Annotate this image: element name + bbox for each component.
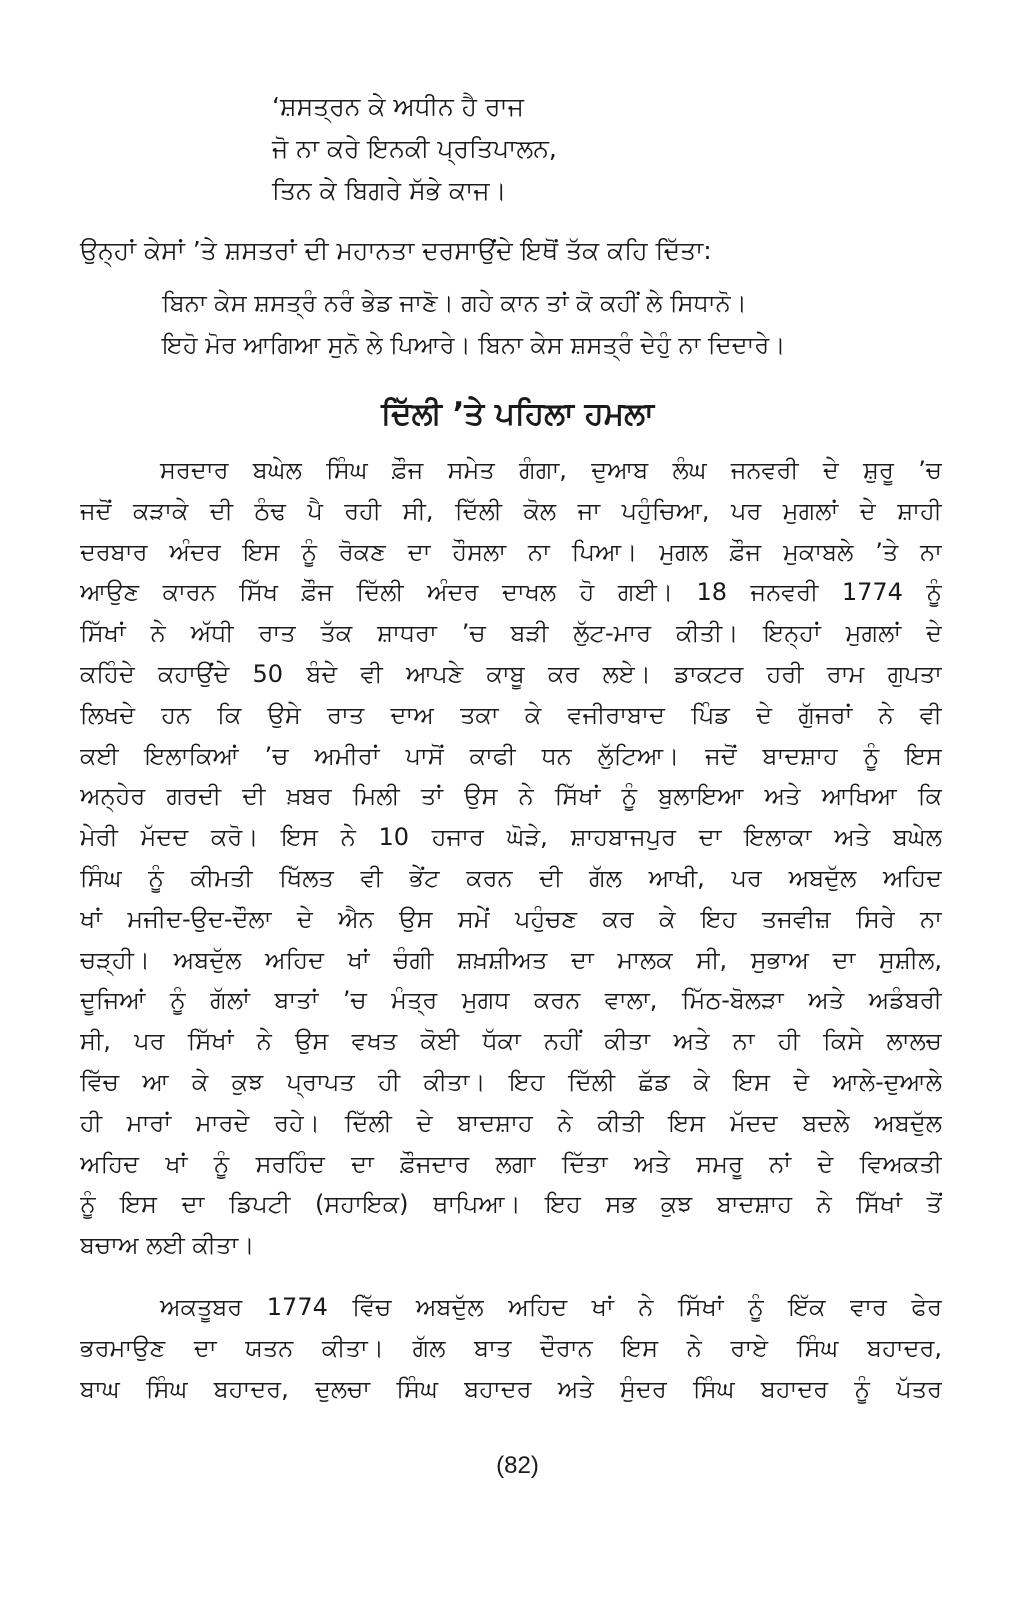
verse-line: ‘ਸ਼ਸਤ੍ਰਨ ਕੇ ਅਧੀਨ ਹੈ ਰਾਜ: [272, 92, 524, 121]
paragraph-line: ਕਈ ਇਲਾਕਿਆਂ ’ਚ ਅਮੀਰਾਂ ਪਾਸੋਂ ਕਾਫੀ ਧਨ ਲੁੱਟਿਆ। ਜਦੋਂ ਬਾਦਸ਼ਾਹ ਨੂੰ ਇਸ: [80, 741, 942, 770]
verse-line: ਬਿਨਾ ਕੇਸ ਸ਼ਸਤ੍ਰੰ ਨਰੰ ਭੇਡ ਜਾਣੋ। ਗਹੇ ਕਾਨ ਤਾਂ ਕੋ ਕਹੀਂ ਲੇ ਸਿਧਾਨੋ।: [162, 289, 747, 317]
paragraph-line: ਜਦੋਂ ਕੜਾਕੇ ਦੀ ਠੰਢ ਪੈ ਰਹੀ ਸੀ, ਦਿੱਲੀ ਕੋਲ ਜਾ ਪਹੁੰਚਿਆ, ਪਰ ਮੁਗਲਾਂ ਦੇ ਸ਼ਾਹੀ: [80, 496, 942, 525]
paragraph-line: ਅਨ੍ਹੇਰ ਗਰਦੀ ਦੀ ਖ਼ਬਰ ਮਿਲੀ ਤਾਂ ਉਸ ਨੇ ਸਿੱਖਾਂ ਨੂੰ ਬੁਲਾਇਆ ਅਤੇ ਆਖਿਆ ਕਿ: [80, 782, 942, 811]
verse-line: ਇਹੋ ਮੋਰ ਆਗਿਆ ਸੁਨੋ ਲੇ ਪਿਆਰੇ। ਬਿਨਾ ਕੇਸ ਸ਼ਸਤ੍ਰੰ ਦੇਹੁੰ ਨਾ ਦਿਦਾਰੇ।: [162, 331, 786, 359]
paragraph-line: ਬਚਾਅ ਲਈ ਕੀਤਾ।: [80, 1231, 255, 1260]
paragraph-line: ਸਿੰਘ ਨੂੰ ਕੀਮਤੀ ਖਿੱਲਤ ਵੀ ਭੇਂਟ ਕਰਨ ਦੀ ਗੱਲ ਆਖੀ, ਪਰ ਅਬਦੁੱਲ ਅਹਿਦ: [80, 863, 942, 892]
paragraph-2: [80, 1287, 942, 1409]
paragraph-line: ਸੀ, ਪਰ ਸਿੱਖਾਂ ਨੇ ਉਸ ਵਖਤ ਕੋਈ ਧੱਕਾ ਨਹੀਂ ਕੀਤਾ ਅਤੇ ਨਾ ਹੀ ਕਿਸੇ ਲਾਲਚ: [80, 1027, 942, 1056]
verse-line: ਜੋ ਨਾ ਕਰੇ ਇਨਕੀ ਪ੍ਰਤਿਪਾਲਨ,: [272, 134, 557, 163]
paragraph-line: ਖਾਂ ਮਜੀਦ-ਉਦ-ਦੌਲਾ ਦੇ ਐਨ ਉਸ ਸਮੇਂ ਪਹੁੰਚਣ ਕਰ ਕੇ ਇਹ ਤਜਵੀਜ਼ ਸਿਰੇ ਨਾ: [80, 904, 942, 933]
paragraph-line: ਹੀ ਮਾਰਾਂ ਮਾਰਦੇ ਰਹੇ। ਦਿੱਲੀ ਦੇ ਬਾਦਸ਼ਾਹ ਨੇ ਕੀਤੀ ਇਸ ਮੱਦਦ ਬਦਲੇ ਅਬਦੁੱਲ: [80, 1108, 942, 1137]
verse-block-2: [162, 282, 962, 366]
page-number: (82): [496, 1452, 539, 1479]
paragraph-line: ਵਿੱਚ ਆ ਕੇ ਕੁਝ ਪ੍ਰਾਪਤ ਹੀ ਕੀਤਾ। ਇਹ ਦਿੱਲੀ ਛੱਡ ਕੇ ਇਸ ਦੇ ਆਲੇ-ਦੁਆਲੇ: [80, 1067, 942, 1096]
section-heading: ਦਿੱਲੀ ’ਤੇ ਪਹਿਲਾ ਹਮਲਾ: [381, 396, 654, 432]
paragraph-line: ਆਉਣ ਕਾਰਨ ਸਿੱਖ ਫ਼ੌਜ ਦਿੱਲੀ ਅੰਦਰ ਦਾਖਲ ਹੋ ਗਈ। 18 ਜਨਵਰੀ 1774 ਨੂੰ: [80, 578, 942, 607]
paragraph-line: ਕਹਿੰਦੇ ਕਹਾਉਂਦੇ 50 ਬੰਦੇ ਵੀ ਆਪਣੇ ਕਾਬੂ ਕਰ ਲਏ। ਡਾਕਟਰ ਹਰੀ ਰਾਮ ਗੁਪਤਾ: [80, 659, 942, 688]
paragraph-line: ਲਿਖਦੇ ਹਨ ਕਿ ਉਸੇ ਰਾਤ ਦਾਅ ਤਕਾ ਕੇ ਵਜੀਰਾਬਾਦ ਪਿੰਡ ਦੇ ਗੁੱਜਰਾਂ ਨੇ ਵੀ: [80, 700, 942, 729]
paragraph-line: ਦੂਜਿਆਂ ਨੂੰ ਗੱਲਾਂ ਬਾਤਾਂ ’ਚ ਮੰਤ੍ਰ ਮੁਗਧ ਕਰਨ ਵਾਲਾ, ਮਿੱਠ-ਬੋਲੜਾ ਅਤੇ ਅਡੰਬਰੀ: [80, 986, 942, 1015]
paragraph-line: ਅਹਿਦ ਖਾਂ ਨੂੰ ਸਰਹਿੰਦ ਦਾ ਫ਼ੌਜਦਾਰ ਲਗਾ ਦਿੱਤਾ ਅਤੇ ਸਮਰੂ ਨਾਂ ਦੇ ਵਿਅਕਤੀ: [80, 1149, 942, 1178]
paragraph-line: ਭਰਮਾਉਣ ਦਾ ਯਤਨ ਕੀਤਾ। ਗੱਲ ਬਾਤ ਦੌਰਾਨ ਇਸ ਨੇ ਰਾਏ ਸਿੰਘ ਬਹਾਦਰ,: [80, 1333, 942, 1362]
paragraph-line: ਸਿੱਖਾਂ ਨੇ ਅੱਧੀ ਰਾਤ ਤੱਕ ਸ਼ਾਧਰਾ ’ਚ ਬੜੀ ਲੁੱਟ-ਮਾਰ ਕੀਤੀ। ਇਨ੍ਹਾਂ ਮੁਗਲਾਂ ਦੇ: [80, 619, 942, 648]
paragraph-line: ਸਰਦਾਰ ਬਘੇਲ ਸਿੰਘ ਫ਼ੌਜ ਸਮੇਤ ਗੰਗਾ, ਦੁਆਬ ਲੰਘ ਜਨਵਰੀ ਦੇ ਸ਼ੁਰੂ ’ਚ: [160, 456, 942, 484]
paragraph-line: ਮੇਰੀ ਮੱਦਦ ਕਰੋ। ਇਸ ਨੇ 10 ਹਜਾਰ ਘੋੜੇ, ਸ਼ਾਹਬਾਜਪੁਰ ਦਾ ਇਲਾਕਾ ਅਤੇ ਬਘੇਲ: [80, 823, 942, 852]
paragraph-line: ਨੂੰ ਇਸ ਦਾ ਡਿਪਟੀ (ਸਹਾਇਕ) ਥਾਪਿਆ। ਇਹ ਸਭ ਕੁਝ ਬਾਦਸ਼ਾਹ ਨੇ ਸਿੱਖਾਂ ਤੋਂ: [80, 1190, 942, 1219]
paragraph-line: ਅਕਤੂਬਰ 1774 ਵਿੱਚ ਅਬਦੁੱਲ ਅਹਿਦ ਖਾਂ ਨੇ ਸਿੱਖਾਂ ਨੂੰ ਇੱਕ ਵਾਰ ਫੇਰ: [160, 1293, 942, 1321]
paragraph-1: [80, 450, 942, 1266]
verse-block-1: [272, 86, 892, 212]
paragraph-line: ਬਾਘ ਸਿੰਘ ਬਹਾਦਰ, ਦੁਲਚਾ ਸਿੰਘ ਬਹਾਦਰ ਅਤੇ ਸੁੰਦਰ ਸਿੰਘ ਬਹਾਦਰ ਨੂੰ ਪੱਤਰ: [80, 1374, 942, 1403]
paragraph-line: ਚੜ੍ਹੀ। ਅਬਦੁੱਲ ਅਹਿਦ ਖਾਂ ਚੰਗੀ ਸ਼ਖ਼ਸ਼ੀਅਤ ਦਾ ਮਾਲਕ ਸੀ, ਸੁਭਾਅ ਦਾ ਸੁਸ਼ੀਲ,: [80, 945, 942, 974]
verse-line: ਤਿਨ ਕੇ ਬਿਗਰੇ ਸੱਭੇ ਕਾਜ।: [272, 176, 507, 205]
intro-sentence: ਉਨ੍ਹਾਂ ਕੇਸਾਂ ’ਤੇ ਸ਼ਸਤਰਾਂ ਦੀ ਮਹਾਨਤਾ ਦਰਸਾਉਂਦੇ ਇਥੋਂ ਤੱਕ ਕਹਿ ਦਿੱਤਾ:: [80, 236, 712, 265]
paragraph-line: ਦਰਬਾਰ ਅੰਦਰ ਇਸ ਨੂੰ ਰੋਕਣ ਦਾ ਹੌਸਲਾ ਨਾ ਪਿਆ। ਮੁਗਲ ਫ਼ੌਜ ਮੁਕਾਬਲੇ ’ਤੇ ਨਾ: [80, 537, 942, 566]
